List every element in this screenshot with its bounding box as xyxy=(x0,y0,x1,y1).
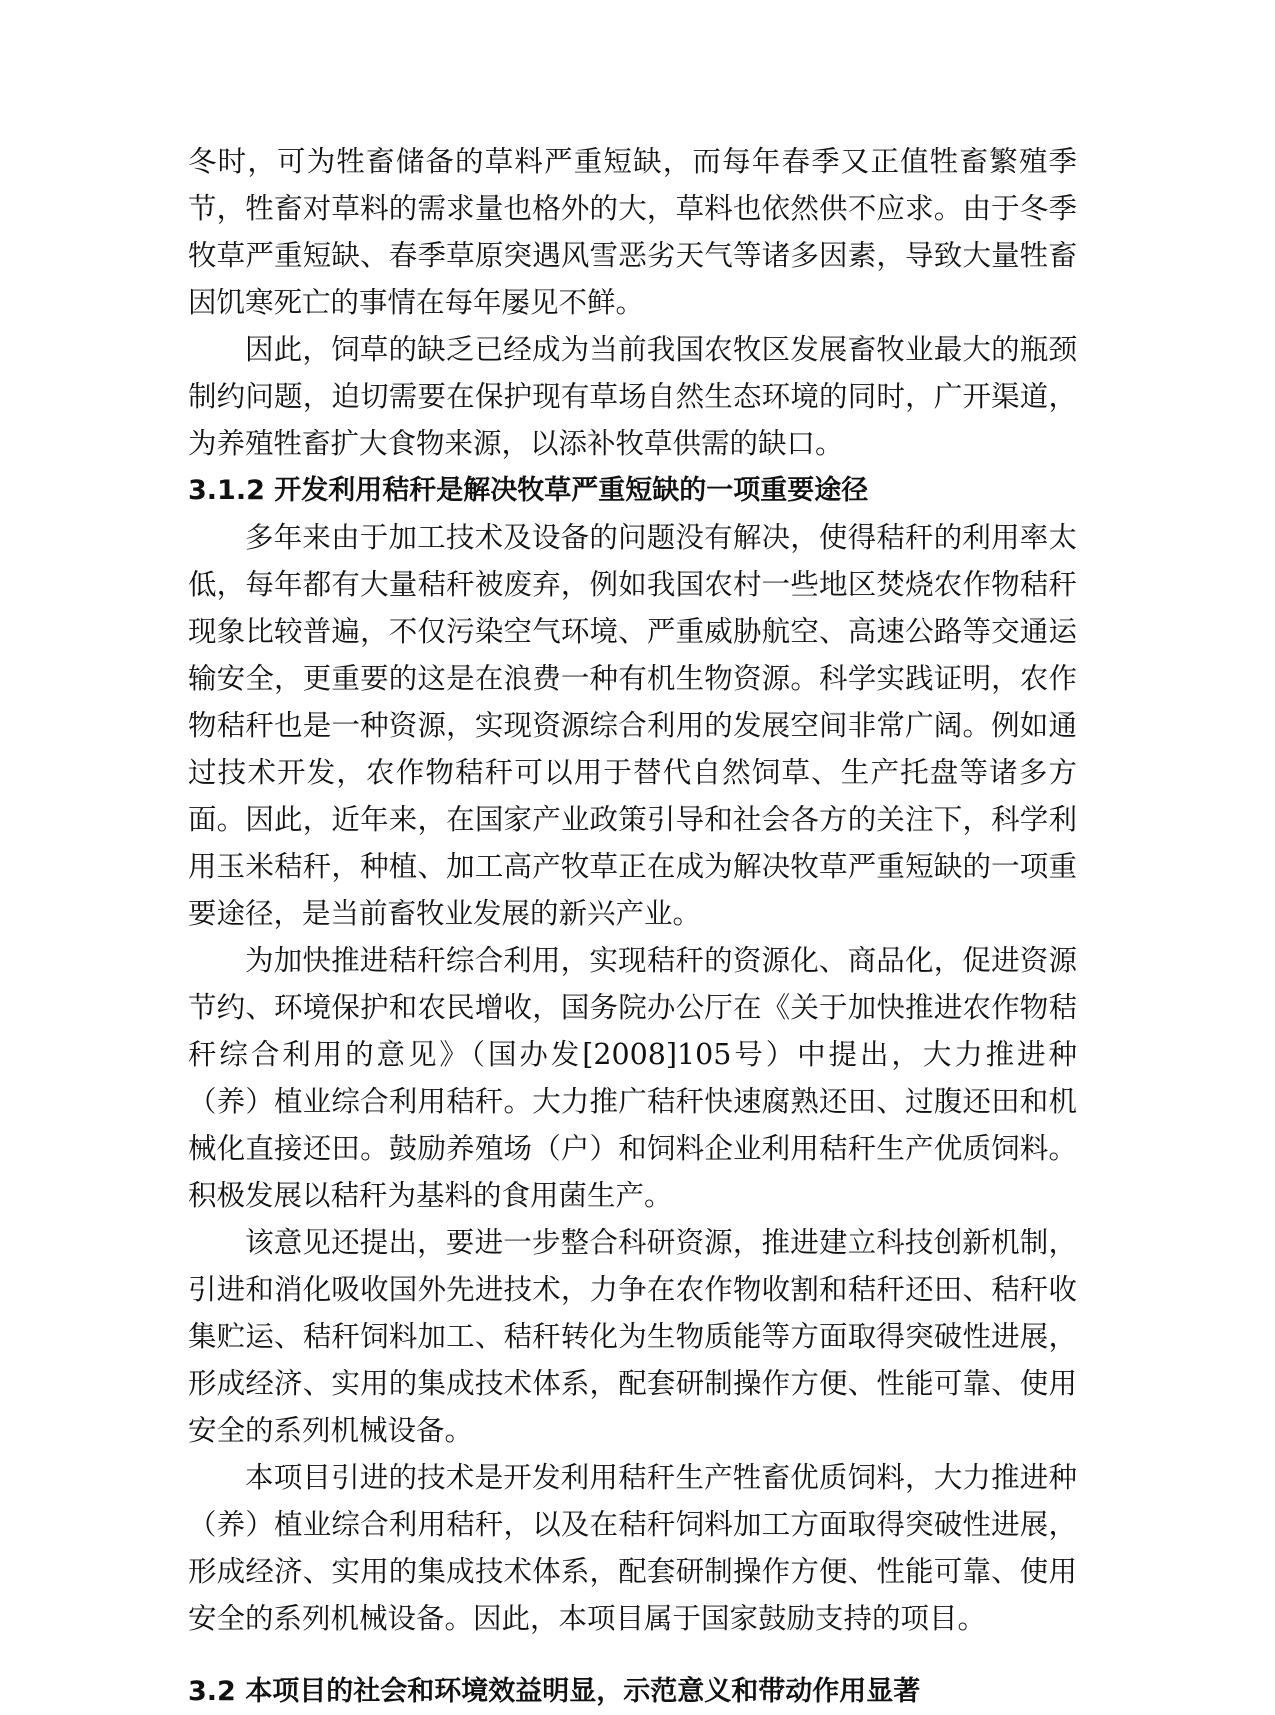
document-page xyxy=(188,138,1077,1715)
section-heading-3-1-2: 3.1.2 开发利用秸秆是解决牧草严重短缺的一项重要途径 xyxy=(188,475,869,506)
paragraph: 该意见还提出，要进一步整合科研资源，推进建立科技创新机制，引进和消化吸收国外先进技术，力争在农作物收割和秸秆还田、秸秆收集贮运、秸秆饲料加工、秸秆转化为生物质能等方面取得突破性进展，形成经济、实用的集成技术体系，配套研制操作方便、性能可靠、使用安全的系列机械设备。 xyxy=(188,1226,1077,1447)
paragraph: 多年来由于加工技术及设备的问题没有解决，使得秸秆的利用率太低，每年都有大量秸秆被废弃，例如我国农村一些地区焚烧农作物秸秆现象比较普遍，不仅污染空气环境、严重威胁航空、高速公路等交通运输安全，更重要的这是在浪费一种有机生物资源。科学实践证明，农作物秸秆也是一种资源，实现资源综合利用的发展空间非常广阔。例如通过技术开发，农作物秸秆可以用于替代自然饲草、生产托盘等诸多方面。因此，近年来，在国家产业政策引导和社会各方的关注下，科学利用玉米秸秆，种植、加工高产牧草正在成为解决牧草严重短缺的一项重要途径，是当前畜牧业发展的新兴产业。 xyxy=(188,521,1077,930)
paragraph: 冬时，可为牲畜储备的草料严重短缺，而每年春季又正值牲畜繁殖季节，牲畜对草料的需求量也格外的大，草料也依然供不应求。由于冬季牧草严重短缺、春季草原突遇风雪恶劣天气等诸多因素，导致大量牲畜因饥寒死亡的事情在每年屡见不鲜。 xyxy=(188,145,1077,319)
section-heading-3-2: 3.2 本项目的社会和环境效益明显，示范意义和带动作用显著 xyxy=(188,1676,921,1707)
paragraph: 本项目引进的技术是开发利用秸秆生产牲畜优质饲料，大力推进种（养）植业综合利用秸秆，以及在秸秆饲料加工方面取得突破性进展，形成经济、实用的集成技术体系，配套研制操作方便、性能可靠、使用安全的系列机械设备。因此，本项目属于国家鼓励支持的项目。 xyxy=(188,1461,1077,1635)
paragraph: 因此，饲草的缺乏已经成为当前我国农牧区发展畜牧业最大的瓶颈制约问题，迫切需要在保护现有草场自然生态环境的同时，广开渠道，为养殖牲畜扩大食物来源，以添补牧草供需的缺口。 xyxy=(188,333,1077,460)
paragraph: 为加快推进秸秆综合利用，实现秸秆的资源化、商品化，促进资源节约、环境保护和农民增收，国务院办公厅在《关于加快推进农作物秸秆综合利用的意见》（国办发[2008]105号）中提出，大力推进种（养）植业综合利用秸秆。大力推广秸秆快速腐熟还田、过腹还田和机械化直接还田。鼓励养殖场（户）和饲料企业利用秸秆生产优质饲料。积极发展以秸秆为基料的食用菌生产。 xyxy=(188,944,1077,1212)
